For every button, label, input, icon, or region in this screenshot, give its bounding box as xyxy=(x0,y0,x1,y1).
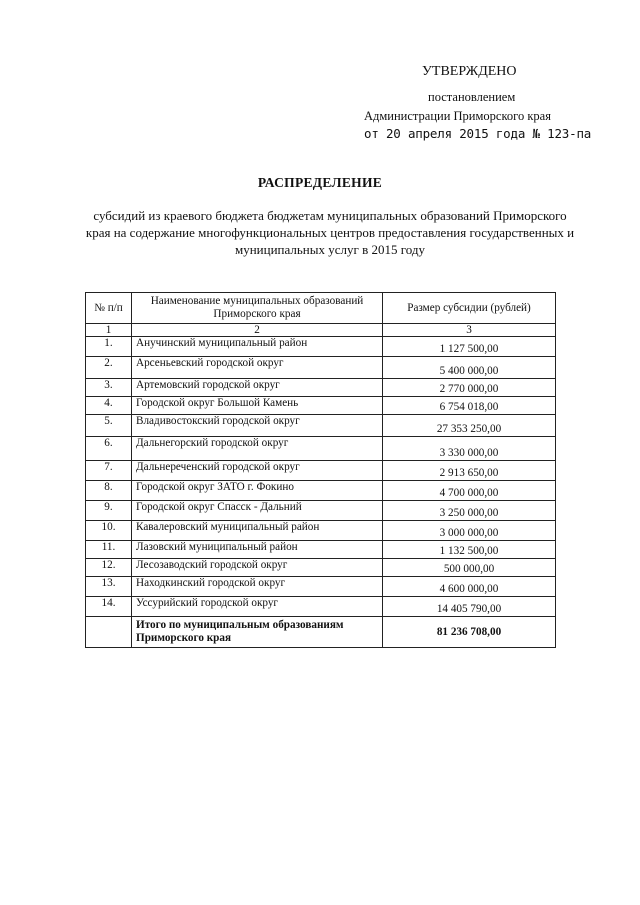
row-amount: 1 127 500,00 xyxy=(383,337,556,357)
index-col-2: 2 xyxy=(132,324,383,337)
row-amount: 4 600 000,00 xyxy=(383,577,556,597)
row-amount: 500 000,00 xyxy=(383,559,556,577)
row-amount: 27 353 250,00 xyxy=(383,415,556,437)
total-label: Итого по муниципальным образованиям Приморского края xyxy=(132,617,383,648)
row-municipality: Находкинский городской округ xyxy=(132,577,383,597)
table-row xyxy=(86,397,556,415)
row-amount: 3 330 000,00 xyxy=(383,437,556,461)
row-municipality: Анучинский муниципальный район xyxy=(132,337,383,357)
document-title: РАСПРЕДЕЛЕНИЕ xyxy=(257,175,383,190)
row-municipality: Артемовский городской округ xyxy=(132,379,383,397)
row-number: 1. xyxy=(86,337,132,357)
subsidy-table xyxy=(85,292,556,648)
row-number: 13. xyxy=(86,577,132,597)
table-row xyxy=(86,461,556,481)
row-number: 7. xyxy=(86,461,132,481)
row-number: 6. xyxy=(86,437,132,461)
table-row xyxy=(86,379,556,397)
index-col-1: 1 xyxy=(86,324,132,337)
row-municipality: Лесозаводский городской округ xyxy=(132,559,383,577)
table-row xyxy=(86,481,556,501)
table-row xyxy=(86,521,556,541)
row-amount: 2 770 000,00 xyxy=(383,379,556,397)
row-amount: 2 913 650,00 xyxy=(383,461,556,481)
table-row xyxy=(86,541,556,559)
row-number: 5. xyxy=(86,415,132,437)
row-amount: 3 000 000,00 xyxy=(383,521,556,541)
row-number: 11. xyxy=(86,541,132,559)
approval-date-number: от 20 апреля 2015 года № 123-па xyxy=(364,126,592,141)
row-municipality: Лазовский муниципальный район xyxy=(132,541,383,559)
approval-line-1: постановлением xyxy=(428,90,516,104)
approval-status: УТВЕРЖДЕНО xyxy=(422,64,517,79)
header-municipality: Наименование муниципальных образований Приморского края xyxy=(132,293,383,324)
row-municipality: Кавалеровский муниципальный район xyxy=(132,521,383,541)
total-amount: 81 236 708,00 xyxy=(383,617,556,648)
row-amount: 5 400 000,00 xyxy=(383,357,556,379)
row-number: 4. xyxy=(86,397,132,415)
row-municipality: Уссурийский городской округ xyxy=(132,597,383,617)
table-row xyxy=(86,559,556,577)
approval-line-2: Администрации Приморского края xyxy=(364,109,551,123)
row-number: 2. xyxy=(86,357,132,379)
table-index-row xyxy=(86,324,556,337)
header-amount: Размер субсидии (рублей) xyxy=(383,293,556,324)
document-subtitle: субсидий из краевого бюджета бюджетам муниципальных образований Приморского края на содержание многофункциональных центров предоставления государственных и муниципальных услуг в 2015 году xyxy=(85,208,575,257)
row-amount: 6 754 018,00 xyxy=(383,397,556,415)
row-amount: 4 700 000,00 xyxy=(383,481,556,501)
table-total-row xyxy=(86,617,556,648)
header-number: № п/п xyxy=(86,293,132,324)
row-municipality: Владивостокский городской округ xyxy=(132,415,383,437)
row-municipality: Городской округ Спасск - Дальний xyxy=(132,501,383,521)
row-number: 8. xyxy=(86,481,132,501)
row-number: 3. xyxy=(86,379,132,397)
row-number: 14. xyxy=(86,597,132,617)
row-municipality: Дальнегорский городской округ xyxy=(132,437,383,461)
row-amount: 14 405 790,00 xyxy=(383,597,556,617)
row-municipality: Арсеньевский городской округ xyxy=(132,357,383,379)
row-municipality: Городской округ Большой Камень xyxy=(132,397,383,415)
table-row xyxy=(86,437,556,461)
row-amount: 3 250 000,00 xyxy=(383,501,556,521)
table-row xyxy=(86,337,556,357)
table-row xyxy=(86,357,556,379)
row-number: 9. xyxy=(86,501,132,521)
total-empty xyxy=(86,617,132,648)
row-number: 12. xyxy=(86,559,132,577)
row-number: 10. xyxy=(86,521,132,541)
row-amount: 1 132 500,00 xyxy=(383,541,556,559)
row-municipality: Городской округ ЗАТО г. Фокино xyxy=(132,481,383,501)
table-row xyxy=(86,415,556,437)
table-row xyxy=(86,597,556,617)
index-col-3: 3 xyxy=(383,324,556,337)
table-row xyxy=(86,577,556,597)
table-header-row xyxy=(86,293,556,324)
table-row xyxy=(86,501,556,521)
row-municipality: Дальнереченский городской округ xyxy=(132,461,383,481)
